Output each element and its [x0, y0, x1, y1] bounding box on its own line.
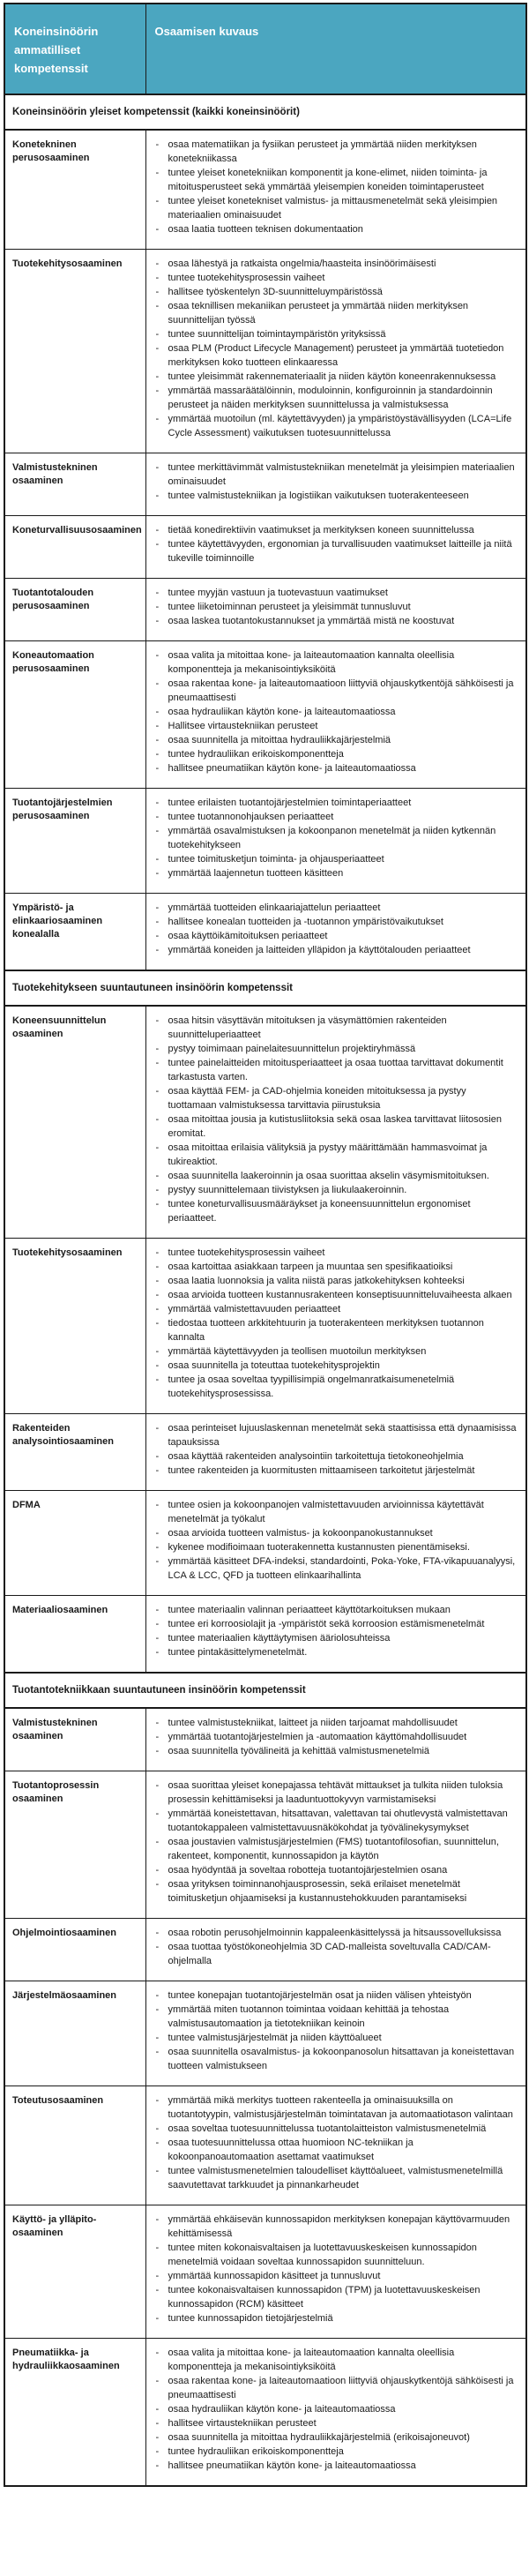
table-row	[4, 641, 526, 789]
description-cell	[145, 1006, 526, 1239]
section-title: Tuotantotekniikkaan suuntautuneen insinöörin kompetenssit	[4, 1673, 526, 1708]
table-row	[4, 1708, 526, 1771]
bullet-item: - ymmärtää massaräätälöinnin, moduloinnin, konfiguroinnin ja standardoinnin perusteet ja näiden merkityksen suunnittelussa ja valmistuksessa	[153, 384, 518, 412]
competence-cell: Materiaaliosaaminen	[4, 1596, 145, 1674]
table-row	[4, 453, 526, 516]
competence-cell: DFMA	[4, 1491, 145, 1596]
bullet-item: - pystyy toimimaan painelaitesuunnittelun projektiryhmässä	[153, 1042, 518, 1056]
bullet-item: - ymmärtää muotoilun (ml. käytettävyyden) ja ympäristöystävällisyyden (LCA=Life Cycle Assessment) vaikutuksen tuotesuunnittelussa	[153, 412, 518, 440]
table-row	[4, 1771, 526, 1919]
bullet-item: - ymmärtää tuotteiden elinkaariajattelun periaatteet	[153, 901, 518, 915]
bullet-item: - osaa hitsin väsyttävän mitoituksen ja väsymättömien rakenteiden suunnitteluperiaatteet	[153, 1014, 518, 1042]
section-title: Koneinsinöörin yleiset kompetenssit (kaikki koneinsinöörit)	[4, 94, 526, 130]
bullet-item: - osaa rakentaa kone- ja laiteautomaatioon liittyviä ohjauskytkentöjä sähköisesti ja pneumaattisesti	[153, 2374, 518, 2402]
competence-cell: Valmistustekninen osaaminen	[4, 1708, 145, 1771]
bullet-item: - osaa laatia luonnoksia ja valita niistä paras jatkokehityksen kohteeksi	[153, 1274, 518, 1288]
description-cell	[145, 516, 526, 579]
bullet-item: - hallitsee pneumatiikan käytön kone- ja laiteautomaatiossa	[153, 761, 518, 775]
bullet-item: - tuntee yleisimmät rakennemateriaalit ja niiden käytön koneenrakennuksessa	[153, 370, 518, 384]
competence-cell: Toteutusosaaminen	[4, 2086, 145, 2205]
table-row	[4, 1919, 526, 1981]
bullet-item: - osaa hydrauliikan käytön kone- ja laiteautomaatiossa	[153, 2402, 518, 2416]
bullet-item: - osaa suunnitella osavalmistus- ja kokoonpanosolun hitsattavan ja koneistettavan tuotteen valmistukseen	[153, 2045, 518, 2073]
bullet-item: - hallitsee pneumatiikan käytön kone- ja laiteautomaatiossa	[153, 2459, 518, 2473]
description-cell	[145, 1708, 526, 1771]
competence-cell: Koneturvallisuusosaaminen	[4, 516, 145, 579]
bullet-item: - tuntee liiketoiminnan perusteet ja yleisimmät tunnusluvut	[153, 600, 518, 614]
section-header-row	[4, 1673, 526, 1708]
table-row	[4, 1006, 526, 1239]
description-cell	[145, 1919, 526, 1981]
table-row	[4, 2086, 526, 2205]
bullet-item: - ymmärtää käsitteet DFA-indeksi, standardointi, Poka-Yoke, FTA-vikapuuanalyysi, LCA & LCC, QFD ja tuotteen elinkaarihallinta	[153, 1554, 518, 1583]
competence-cell: Järjestelmäosaaminen	[4, 1981, 145, 2086]
bullet-item: - tuntee materiaalin valinnan periaatteet käyttötarkoituksen mukaan	[153, 1603, 518, 1617]
bullet-item: - Hallitsee virtaustekniikan perusteet	[153, 719, 518, 733]
competence-cell: Tuotekehitysosaaminen	[4, 1239, 145, 1414]
bullet-item: - osaa yrityksen toiminnanohjausprosessin, sekä erilaiset menetelmät toimitusketjun ohjaamiseksi ja kustannustehokkuuden parantamiseksi	[153, 1877, 518, 1906]
bullet-item: - hallitsee konealan tuotteiden ja -tuotannon ympäristövaikutukset	[153, 915, 518, 929]
bullet-item: - ymmärtää osavalmistuksen ja kokoonpanon menetelmät ja niiden kytkennän tuotekehitykseen	[153, 824, 518, 852]
bullet-item: - tuntee osien ja kokoonpanojen valmistettavuuden arvioinnissa käytettävät menetelmät ja työkalut	[153, 1498, 518, 1526]
bullet-item: - tuntee valmistustekniikan ja logistiikan vaikutuksen tuoterakenteeseen	[153, 489, 518, 503]
bullet-item: - tuntee miten kokonaisvaltaisen ja luotettavuuskeskeisen kunnossapidon menetelmiä voidaan soveltaa kunnossapidon suunnitteluun.	[153, 2241, 518, 2269]
bullet-item: - ymmärtää koneiden ja laitteiden ylläpidon ja käyttötalouden periaatteet	[153, 943, 518, 957]
bullet-item: - osaa robotin perusohjelmoinnin kappaleenkäsittelyssä ja hitsaussovelluksissa	[153, 1926, 518, 1940]
bullet-item: - osaa käyttöikämitoituksen periaatteet	[153, 929, 518, 943]
table-row	[4, 1981, 526, 2086]
competence-cell: Rakenteiden analysointiosaaminen	[4, 1414, 145, 1491]
competence-cell: Tuotantoprosessin osaaminen	[4, 1771, 145, 1919]
competence-cell: Tuotekehitysosaaminen	[4, 250, 145, 453]
bullet-item: - osaa hydrauliikan käytön kone- ja laiteautomaatiossa	[153, 705, 518, 719]
bullet-item: - osaa teknillisen mekaniikan perusteet ja ymmärtää niiden merkityksen suunnittelijan työssä	[153, 299, 518, 327]
bullet-item: - osaa soveltaa tuotesuunnittelussa tuotantolaitteiston valmistusmenetelmiä	[153, 2122, 518, 2136]
bullet-item: - ymmärtää miten tuotannon toimintaa voidaan kehittää ja tehostaa valmistusautomaation ja tietotekniikan keinoin	[153, 2003, 518, 2031]
bullet-item: - osaa käyttää rakenteiden analysointiin tarkoitettuja tietokoneohjelmia	[153, 1449, 518, 1464]
bullet-item: - tuntee konepajan tuotantojärjestelmän osat ja niiden välisen yhteistyön	[153, 1988, 518, 2003]
bullet-item: - tuntee toimitusketjun toiminta- ja ohjausperiaatteet	[153, 852, 518, 866]
bullet-item: - tuntee materiaalien käyttäytymisen ääriolosuhteissa	[153, 1631, 518, 1645]
bullet-item: - tuntee pintakäsittelymenetelmät.	[153, 1645, 518, 1659]
bullet-item: - tuntee valmistusjärjestelmät ja niiden käyttöalueet	[153, 2031, 518, 2045]
bullet-item: - osaa joustavien valmistusjärjestelmien (FMS) tuotantofilosofian, suunnittelun, rakenteet, komponentit, kunnossapidon ja käytön	[153, 1835, 518, 1863]
bullet-item: - ymmärtää kunnossapidon käsitteet ja tunnusluvut	[153, 2269, 518, 2283]
description-cell	[145, 2205, 526, 2339]
table-row	[4, 1414, 526, 1491]
bullet-item: - osaa matematiikan ja fysiikan perusteet ja ymmärtää niiden merkityksen konetekniikassa	[153, 138, 518, 166]
bullet-item: - osaa kartoittaa asiakkaan tarpeen ja muuntaa sen spesifikaatioiksi	[153, 1260, 518, 1274]
competence-cell: Tuotantotalouden perusosaaminen	[4, 579, 145, 641]
bullet-item: - osaa suunnitella ja toteuttaa tuotekehitysprojektin	[153, 1359, 518, 1373]
competence-cell: Ohjelmointiosaaminen	[4, 1919, 145, 1981]
bullet-item: - osaa mitoittaa erilaisia välityksiä ja pystyy määrittämään hammasvoimat ja tukireaktiot.	[153, 1141, 518, 1169]
competence-cell: Ympäristö- ja elinkaariosaaminen konealalla	[4, 894, 145, 971]
bullet-item: - ymmärtää valmistettavuuden periaatteet	[153, 1302, 518, 1316]
bullet-item: - tuntee painelaitteiden mitoitusperiaatteet ja osaa tuottaa tarvittavat dokumentit tarkastusta varten.	[153, 1056, 518, 1084]
bullet-item: - osaa tuottaa työstökoneohjelmia 3D CAD-malleista soveltuvalla CAD/CAM-ohjelmalla	[153, 1940, 518, 1968]
section-header-row	[4, 94, 526, 130]
bullet-item: - osaa suunnitella laakeroinnin ja osaa suorittaa akselin väsymismitoituksen.	[153, 1169, 518, 1183]
bullet-item: - osaa arvioida tuotteen kustannusrakenteen konseptisuunnitteluvaiheesta alkaen	[153, 1288, 518, 1302]
bullet-item: - tuntee erilaisten tuotantojärjestelmien toimintaperiaatteet	[153, 796, 518, 810]
bullet-item: - tuntee valmistusmenetelmien taloudelliset käyttöalueet, valmistusmenetelmillä saavutettavat tarkkuudet ja pinnankarheudet	[153, 2164, 518, 2192]
bullet-item: - hallitsee työskentelyn 3D-suunnitteluympäristössä	[153, 285, 518, 299]
bullet-item: - tuntee valmistustekniikat, laitteet ja niiden tarjoamat mahdollisuudet	[153, 1716, 518, 1730]
bullet-item: - osaa rakentaa kone- ja laiteautomaatioon liittyviä ohjauskytkentöjä sähköisesti ja pneumaattisesti	[153, 677, 518, 705]
bullet-item: - tuntee ja osaa soveltaa tyypillisimpiä ongelmanratkaisumenetelmiä tuotekehitysprosessissa.	[153, 1373, 518, 1401]
bullet-item: - osaa hyödyntää ja soveltaa robotteja tuotantojärjestelmien osana	[153, 1863, 518, 1877]
table-row	[4, 2339, 526, 2487]
bullet-item: - tuntee yleiset konetekniset valmistus- ja mittausmenetelmät sekä yleisimpien materiaalien ominaisuudet	[153, 194, 518, 222]
description-cell	[145, 579, 526, 641]
bullet-item: - ymmärtää ehkäisevän kunnossapidon merkityksen konepajan käyttövarmuuden kehittämisessä	[153, 2213, 518, 2241]
bullet-item: - ymmärtää laajennetun tuotteen käsitteen	[153, 866, 518, 880]
description-cell	[145, 1596, 526, 1674]
bullet-item: - tuntee hydrauliikan erikoiskomponentteja	[153, 2445, 518, 2459]
competence-cell: Konetekninen perusosaaminen	[4, 130, 145, 250]
competence-cell: Käyttö- ja ylläpito-osaaminen	[4, 2205, 145, 2339]
bullet-item: - osaa valita ja mitoittaa kone- ja laiteautomaation kannalta oleellisia komponentteja ja mekanisointiyksiköitä	[153, 2346, 518, 2374]
bullet-item: - tuntee kokonaisvaltaisen kunnossapidon (TPM) ja luotettavuuskeskeisen kunnossapidon (RCM) käsitteet	[153, 2283, 518, 2311]
bullet-item: - tuntee koneturvallisuusmääräykset ja koneensuunnittelun ergonomiset periaatteet.	[153, 1197, 518, 1225]
bullet-item: - tuntee merkittävimmät valmistustekniikan menetelmät ja yleisimpien materiaalien ominaisuudet	[153, 461, 518, 489]
description-cell	[145, 789, 526, 894]
bullet-item: - osaa laatia tuotteen teknisen dokumentaation	[153, 222, 518, 236]
bullet-item: - tuntee eri korroosiolajit ja -ympäristöt sekä korroosion estämismenetelmät	[153, 1617, 518, 1631]
description-cell	[145, 453, 526, 516]
bullet-item: - tuntee yleiset konetekniikan komponentit ja kone-elimet, niiden toiminta- ja mitoitusperusteet sekä ymmärtää yleisempien koneiden toimintaperusteet	[153, 166, 518, 194]
bullet-item: - tuntee suunnittelijan toimintaympäristön yrityksissä	[153, 327, 518, 341]
description-cell	[145, 1239, 526, 1414]
description-cell	[145, 1771, 526, 1919]
bullet-item: - tuntee rakenteiden ja kuormitusten mittaamiseen tarkoitetut järjestelmät	[153, 1464, 518, 1478]
description-cell	[145, 2086, 526, 2205]
description-cell	[145, 641, 526, 789]
section-title: Tuotekehitykseen suuntautuneen insinöörin kompetenssit	[4, 970, 526, 1006]
bullet-item: - osaa tuotesuunnittelussa ottaa huomioon NC-tekniikan ja kokoonpanoautomaation asettamat vaatimukset	[153, 2136, 518, 2164]
bullet-item: - tietää konedirektiivin vaatimukset ja merkityksen koneen suunnittelussa	[153, 523, 518, 537]
description-cell	[145, 1491, 526, 1596]
description-cell	[145, 894, 526, 971]
table-header	[4, 4, 526, 94]
competence-table-body	[4, 94, 526, 2486]
competence-table	[4, 3, 527, 2487]
bullet-item: - osaa mitoittaa jousia ja kutistusliitoksia sekä osaa laskea tarvittavat liitososien eromitat.	[153, 1112, 518, 1141]
bullet-item: - osaa suunnitella ja mitoittaa hydrauliikkajärjestelmiä	[153, 733, 518, 747]
bullet-item: - osaa perinteiset lujuuslaskennan menetelmät sekä staattisissa että dynaamisissa tapauksissa	[153, 1421, 518, 1449]
bullet-item: - osaa arvioida tuotteen valmistus- ja kokoonpanokustannukset	[153, 1526, 518, 1540]
table-row	[4, 1596, 526, 1674]
bullet-item: - ymmärtää koneistettavan, hitsattavan, valettavan tai ohutlevystä valmistettavan tuotantokappaleen valmistettavuusnäkökohdat ja työvälinekysymykset	[153, 1807, 518, 1835]
table-row	[4, 516, 526, 579]
bullet-item: - tiedostaa tuotteen arkkitehtuurin ja tuoterakenteen merkityksen tuotannon kannalta	[153, 1316, 518, 1344]
bullet-item: - ymmärtää tuotantojärjestelmien ja -automaation käyttömahdollisuudet	[153, 1730, 518, 1744]
bullet-item: - osaa PLM (Product Lifecycle Management) perusteet ja ymmärtää tuotetiedon merkityksen koko tuotteen elinkaaressa	[153, 341, 518, 370]
table-row	[4, 130, 526, 250]
bullet-item: - tuntee kunnossapidon tietojärjestelmiä	[153, 2311, 518, 2325]
bullet-item: - osaa suorittaa yleiset konepajassa tehtävät mittaukset ja tulkita niiden tuloksia prosessin kehittämiseksi ja laaduntuottokyvyn varmistamiseksi	[153, 1778, 518, 1807]
table-row	[4, 894, 526, 971]
bullet-item: - osaa laskea tuotantokustannukset ja ymmärtää mistä ne koostuvat	[153, 614, 518, 628]
bullet-item: - tuntee käytettävyyden, ergonomian ja turvallisuuden vaatimukset laitteille ja niitä tukeville toiminnoille	[153, 537, 518, 565]
competence-cell: Tuotantojärjestelmien perusosaaminen	[4, 789, 145, 894]
bullet-item: - osaa suunnitella työvälineitä ja kehittää valmistusmenetelmiä	[153, 1744, 518, 1758]
section-header-row	[4, 970, 526, 1006]
description-cell	[145, 130, 526, 250]
bullet-item: - pystyy suunnittelemaan tiivistyksen ja liukulaakeroinnin.	[153, 1183, 518, 1197]
competence-cell: Koneensuunnittelun osaaminen	[4, 1006, 145, 1239]
bullet-item: - tuntee tuotannonohjauksen periaatteet	[153, 810, 518, 824]
bullet-item: - kykenee modifioimaan tuoterakennetta kustannusten pienentämiseksi.	[153, 1540, 518, 1554]
description-cell	[145, 250, 526, 453]
header-cell-description: Osaamisen kuvaus	[145, 4, 526, 94]
bullet-item: - tuntee tuotekehitysprosessin vaiheet	[153, 1246, 518, 1260]
bullet-item: - osaa lähestyä ja ratkaista ongelmia/haasteita insinöörimäisesti	[153, 257, 518, 271]
bullet-item: - osaa käyttää FEM- ja CAD-ohjelmia koneiden mitoituksessa ja pystyy tuottamaan valmistuksessa tarvittavia piirustuksia	[153, 1084, 518, 1112]
table-row	[4, 1239, 526, 1414]
table-row	[4, 1491, 526, 1596]
bullet-item: - tuntee myyjän vastuun ja tuotevastuun vaatimukset	[153, 586, 518, 600]
bullet-item: - osaa suunnitella ja mitoittaa hydrauliikkajärjestelmiä (erikoisajoneuvot)	[153, 2430, 518, 2445]
table-header-row	[4, 4, 526, 94]
bullet-item: - ymmärtää mikä merkitys tuotteen rakenteella ja ominaisuuksilla on tuotantotyypin, valmistusjärjestelmän toimintatavan ja automaatiotason valintaan	[153, 2093, 518, 2122]
competence-cell: Koneautomaation perusosaaminen	[4, 641, 145, 789]
header-cell-competences: Koneinsinöörin ammatilliset kompetenssit	[4, 4, 145, 94]
bullet-item: - tuntee tuotekehitysprosessin vaiheet	[153, 271, 518, 285]
description-cell	[145, 1981, 526, 2086]
bullet-item: - tuntee hydrauliikan erikoiskomponentteja	[153, 747, 518, 761]
table-row	[4, 250, 526, 453]
bullet-item: - osaa valita ja mitoittaa kone- ja laiteautomaation kannalta oleellisia komponentteja ja mekanisointiyksiköitä	[153, 648, 518, 677]
table-row	[4, 579, 526, 641]
bullet-item: - hallitsee virtaustekniikan perusteet	[153, 2416, 518, 2430]
table-row	[4, 2205, 526, 2339]
table-row	[4, 789, 526, 894]
description-cell	[145, 1414, 526, 1491]
description-cell	[145, 2339, 526, 2487]
bullet-item: - ymmärtää käytettävyyden ja teollisen muotoilun merkityksen	[153, 1344, 518, 1359]
competence-cell: Valmistustekninen osaaminen	[4, 453, 145, 516]
competence-cell: Pneumatiikka- ja hydrauliikkaosaaminen	[4, 2339, 145, 2487]
